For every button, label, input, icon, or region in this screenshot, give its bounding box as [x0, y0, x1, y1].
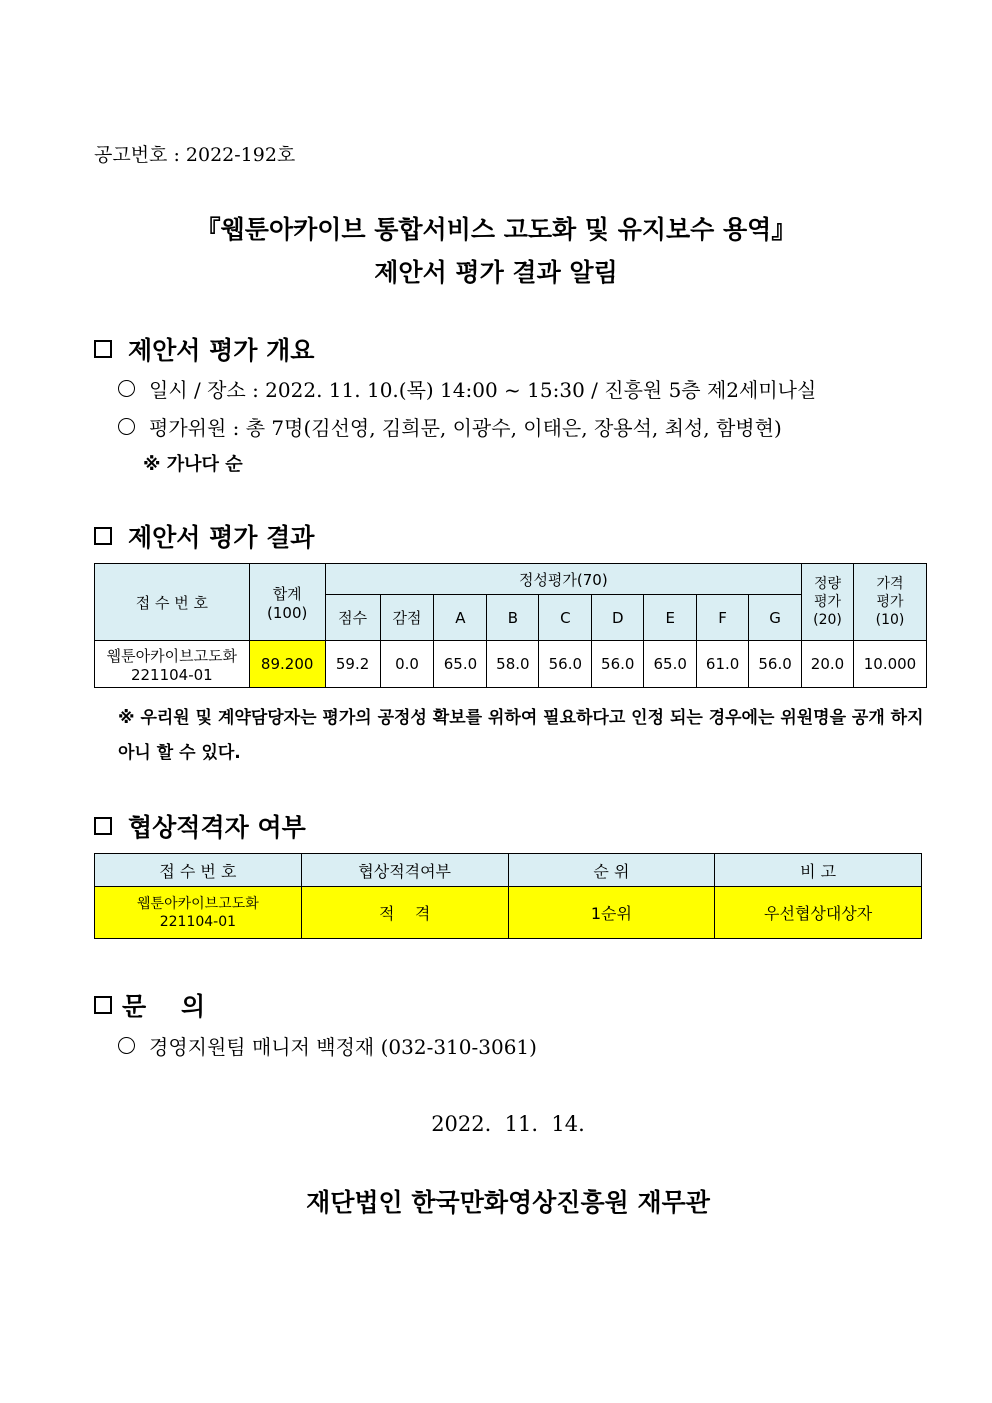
- section-overview: [94, 331, 314, 367]
- overview-committee: [118, 412, 782, 441]
- cell-f: 61.0: [697, 641, 749, 688]
- header-rank: 순 위: [508, 854, 715, 887]
- cell-deduction: 0.0: [380, 641, 434, 688]
- header-f: F: [697, 595, 749, 641]
- header-total: 합계 (100): [249, 564, 325, 641]
- checkbox-square-icon: [94, 996, 112, 1014]
- header-eligibility: 협상적격여부: [301, 854, 508, 887]
- section-inquiry: [94, 987, 205, 1023]
- section-result: [94, 518, 314, 554]
- eligibility-table: [94, 853, 922, 939]
- cell-remark: 우선협상대상자: [715, 887, 922, 939]
- disclosure-note: ※ 우리원 및 계약담당자는 평가의 공정성 확보를 위하여 필요하다고 인정 되는 경우에는 위원명을 공개 하지 아니 할 수 있다.: [118, 708, 924, 763]
- checkbox-square-icon: [94, 527, 112, 545]
- document-subtitle: 제안서 평가 결과 알림: [374, 258, 618, 287]
- overview-schedule: [118, 374, 816, 403]
- header-b: B: [487, 595, 539, 641]
- header-remark: 비 고: [715, 854, 922, 887]
- section-eligibility-title: 협상적격자 여부: [128, 813, 306, 842]
- cell-price: 10.000: [853, 641, 926, 688]
- cell-b: 58.0: [487, 641, 539, 688]
- document-date: 2022. 11. 14.: [431, 1112, 585, 1136]
- document-title: 『웹툰아카이브 통합서비스 고도화 및 유지보수 용역』: [195, 215, 797, 244]
- header-quantitative: 정량 평가 (20): [802, 564, 854, 641]
- header-receipt: 접 수 번 호: [95, 854, 302, 887]
- table-row: [95, 887, 922, 939]
- cell-total: 89.200: [249, 641, 325, 688]
- header-g: G: [749, 595, 802, 641]
- order-note: ※ 가나다 순: [143, 454, 243, 475]
- organization-signature: 재단법인 한국만화영상진흥원 재무관: [306, 1188, 710, 1217]
- circle-bullet-icon: [118, 418, 135, 435]
- header-qualitative: 정성평가(70): [325, 564, 801, 595]
- cell-rank: 1순위: [508, 887, 715, 939]
- cell-e: 65.0: [644, 641, 697, 688]
- section-overview-title: 제안서 평가 개요: [128, 336, 315, 365]
- header-e: E: [644, 595, 697, 641]
- checkbox-square-icon: [94, 340, 112, 358]
- cell-receipt: 웹툰아카이브고도화 221104-01: [95, 641, 250, 688]
- cell-quantitative: 20.0: [802, 641, 854, 688]
- section-inquiry-title: 문 의: [122, 992, 206, 1021]
- header-deduction: 감점: [380, 595, 434, 641]
- section-eligibility: [94, 808, 306, 844]
- inquiry-contact: [118, 1031, 537, 1060]
- table-row: [95, 641, 927, 688]
- cell-eligible: 적 격: [301, 887, 508, 939]
- circle-bullet-icon: [118, 380, 135, 397]
- header-price: 가격 평가 (10): [853, 564, 926, 641]
- header-score: 점수: [325, 595, 380, 641]
- header-a: A: [434, 595, 487, 641]
- evaluation-result-table: [94, 563, 927, 688]
- header-receipt: 접 수 번 호: [95, 564, 250, 641]
- section-result-title: 제안서 평가 결과: [128, 523, 315, 552]
- cell-d: 56.0: [592, 641, 644, 688]
- cell-receipt: 웹툰아카이브고도화 221104-01: [95, 887, 302, 939]
- committee-text: 평가위원 : 총 7명(김선영, 김희문, 이광수, 이태은, 장용석, 최성, 함병현): [149, 416, 782, 440]
- cell-g: 56.0: [749, 641, 802, 688]
- notice-number: 공고번호 : 2022-192호: [94, 144, 296, 166]
- cell-score: 59.2: [325, 641, 380, 688]
- cell-c: 56.0: [539, 641, 592, 688]
- schedule-text: 일시 / 장소 : 2022. 11. 10.(목) 14:00 ~ 15:30 / 진흥원 5층 제2세미나실: [149, 378, 817, 402]
- cell-a: 65.0: [434, 641, 487, 688]
- header-d: D: [592, 595, 644, 641]
- checkbox-square-icon: [94, 817, 112, 835]
- header-c: C: [539, 595, 592, 641]
- circle-bullet-icon: [118, 1037, 135, 1054]
- contact-text: 경영지원팀 매니저 백정재 (032-310-3061): [149, 1035, 537, 1059]
